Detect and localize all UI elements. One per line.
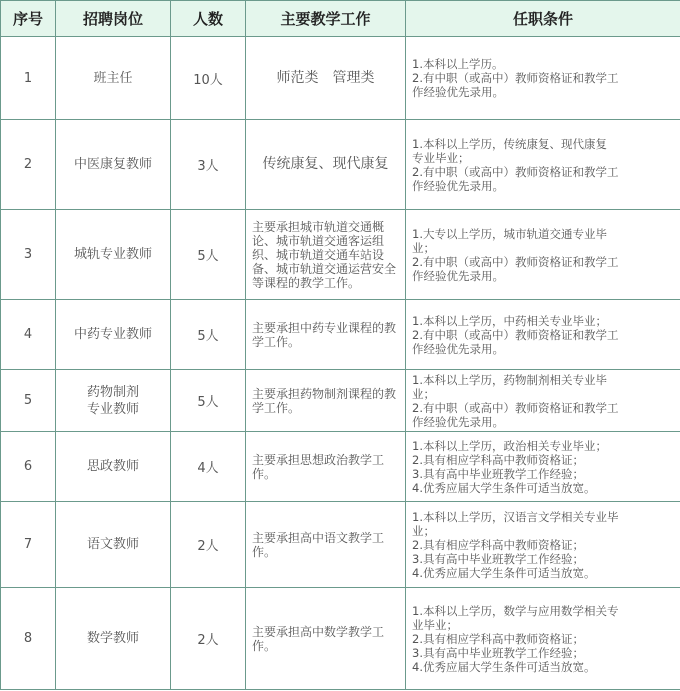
condition-line: 4.优秀应届大学生条件可适当放宽。	[412, 565, 596, 580]
row-work: 主要承担高中语文教学工作。	[246, 502, 406, 588]
row-work: 主要承担高中数学教学工作。	[246, 588, 406, 690]
position-line: 专业教师	[86, 401, 139, 417]
position-line: 中药专业教师	[73, 327, 152, 342]
row-conditions	[406, 120, 680, 210]
row-no: 2	[1, 120, 56, 210]
position-line: 班主任	[93, 70, 133, 86]
row-count: 4人	[171, 432, 246, 502]
header-conditions: 任职条件	[406, 1, 680, 37]
condition-line: 1.本科以上学历，中药相关专业毕业；	[412, 313, 607, 328]
row-no: 5	[1, 370, 56, 432]
row-position	[56, 502, 171, 588]
header-count: 人数	[171, 1, 246, 37]
condition-line: 作经验优先录用。	[412, 85, 504, 99]
position-line: 城轨专业教师	[73, 247, 152, 262]
row-position	[56, 370, 171, 432]
condition-line: 作经验优先录用。	[412, 178, 504, 193]
header-work: 主要教学工作	[246, 1, 406, 37]
condition-line: 业；	[412, 523, 435, 538]
position-line: 药物制剂	[86, 384, 139, 400]
table-header	[1, 1, 680, 37]
row-count: 5人	[171, 300, 246, 370]
row-count: 2人	[171, 502, 246, 588]
condition-line: 2.具有相应学科高中教师资格证；	[412, 537, 584, 552]
table-row	[1, 370, 680, 432]
condition-line: 2.有中职（或高中）教师资格证和教学工	[412, 400, 619, 415]
table-row	[1, 432, 680, 502]
condition-line: 1.本科以上学历，传统康复、现代康复	[412, 136, 607, 151]
row-work: 主要承担城市轨道交通概论、城市轨道交通客运组织、城市轨道交通车站设备、城市轨道交通运营安全等课程的教学工作。	[246, 210, 406, 300]
position-line: 数学教师	[86, 631, 139, 646]
condition-line: 作经验优先录用。	[412, 341, 504, 356]
row-no: 7	[1, 502, 56, 588]
table-row	[1, 37, 680, 120]
condition-line: 作经验优先录用。	[412, 414, 504, 429]
row-position	[56, 432, 171, 502]
position-line: 思政教师	[86, 459, 139, 474]
condition-line: 1.大专以上学历，城市轨道交通专业毕	[412, 226, 607, 241]
condition-line: 业毕业；	[412, 617, 458, 632]
row-no: 8	[1, 588, 56, 690]
row-position	[56, 37, 171, 120]
row-count: 2人	[171, 588, 246, 690]
row-count: 3人	[171, 120, 246, 210]
condition-line: 3.具有高中毕业班教学工作经验；	[412, 551, 584, 566]
row-conditions	[406, 370, 680, 432]
table-row	[1, 210, 680, 300]
condition-line: 作经验优先录用。	[412, 268, 504, 283]
condition-line: 1.本科以上学历，汉语言文学相关专业毕	[412, 509, 619, 524]
position-line: 语文教师	[86, 537, 139, 552]
position-line: 中医康复教师	[73, 157, 152, 172]
row-conditions	[406, 502, 680, 588]
condition-line: 2.有中职（或高中）教师资格证和教学工	[412, 164, 619, 179]
row-position	[56, 120, 171, 210]
condition-line: 业；	[412, 240, 435, 255]
row-no: 1	[1, 37, 56, 120]
row-position	[56, 300, 171, 370]
condition-line: 业；	[412, 386, 435, 401]
row-count: 5人	[171, 210, 246, 300]
condition-line: 1.本科以上学历，数学与应用数学相关专	[412, 603, 619, 618]
row-position	[56, 210, 171, 300]
table-row	[1, 120, 680, 210]
condition-line: 3.具有高中毕业班教学工作经验；	[412, 645, 584, 660]
table-row	[1, 300, 680, 370]
condition-line: 2.有中职（或高中）教师资格证和教学工	[412, 254, 619, 269]
row-work: 主要承担中药专业课程的教学工作。	[246, 300, 406, 370]
row-count: 10人	[171, 37, 246, 120]
table-body	[1, 37, 680, 690]
row-conditions	[406, 210, 680, 300]
row-work: 师范类 管理类	[246, 37, 406, 120]
row-position	[56, 588, 171, 690]
row-conditions	[406, 300, 680, 370]
row-work: 传统康复、现代康复	[246, 120, 406, 210]
table-row	[1, 502, 680, 588]
condition-line: 3.具有高中毕业班教学工作经验；	[412, 466, 584, 481]
row-no: 3	[1, 210, 56, 300]
row-no: 6	[1, 432, 56, 502]
row-work: 主要承担思想政治教学工作。	[246, 432, 406, 502]
condition-line: 4.优秀应届大学生条件可适当放宽。	[412, 659, 596, 674]
condition-line: 2.具有相应学科高中教师资格证；	[412, 452, 584, 467]
row-conditions	[406, 37, 680, 120]
row-no: 4	[1, 300, 56, 370]
row-conditions	[406, 588, 680, 690]
condition-line: 2.有中职（或高中）教师资格证和教学工	[412, 71, 619, 85]
condition-line: 2.有中职（或高中）教师资格证和教学工	[412, 327, 619, 342]
row-conditions	[406, 432, 680, 502]
header-row	[1, 1, 680, 37]
condition-line: 1.本科以上学历。	[412, 57, 504, 71]
condition-line: 1.本科以上学历，政治相关专业毕业；	[412, 438, 607, 453]
condition-line: 1.本科以上学历，药物制剂相关专业毕	[412, 372, 607, 387]
row-count: 5人	[171, 370, 246, 432]
row-work: 主要承担药物制剂课程的教学工作。	[246, 370, 406, 432]
condition-line: 4.优秀应届大学生条件可适当放宽。	[412, 480, 596, 495]
header-no: 序号	[1, 1, 56, 37]
condition-line: 专业毕业；	[412, 150, 470, 165]
table-row	[1, 588, 680, 690]
condition-line: 2.具有相应学科高中教师资格证；	[412, 631, 584, 646]
header-position: 招聘岗位	[56, 1, 171, 37]
